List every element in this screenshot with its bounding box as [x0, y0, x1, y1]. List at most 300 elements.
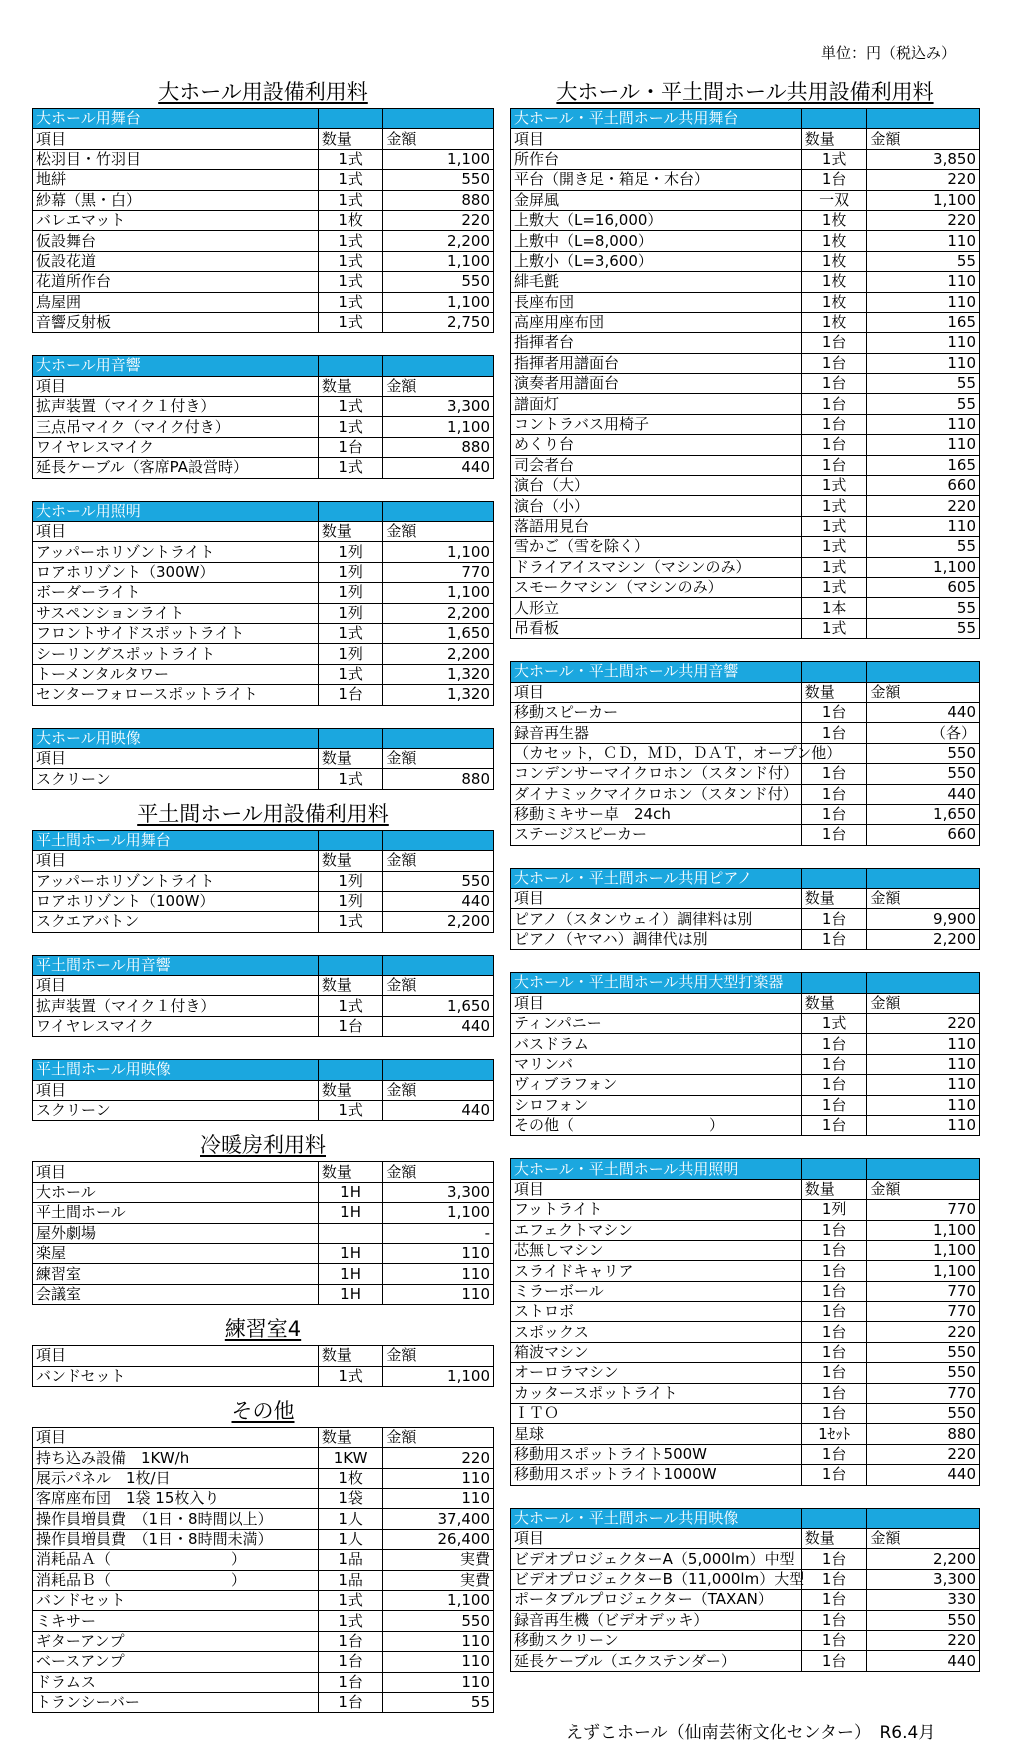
item-name: ボーダーライト — [33, 583, 319, 603]
table-category-row — [33, 356, 494, 376]
item-price: 550 — [867, 743, 980, 763]
item-qty: 1式 — [318, 996, 383, 1016]
table-row — [511, 455, 980, 475]
item-name: 松羽目・竹羽目 — [33, 149, 319, 169]
item-name: ワイヤレスマイク — [33, 1016, 319, 1036]
col-header-item: 項目 — [33, 1346, 319, 1366]
section-gap — [32, 479, 494, 501]
item-qty: 1列 — [318, 542, 383, 562]
item-name: 移動スピーカー — [511, 702, 802, 722]
item-qty: 1式 — [318, 1591, 383, 1611]
item-price: 1,650 — [383, 996, 494, 1016]
item-name: ティンパニー — [511, 1014, 802, 1034]
table-header-row — [511, 682, 980, 702]
col-header-price: 金額 — [383, 976, 494, 996]
table-row — [511, 1569, 980, 1589]
table-row — [33, 871, 494, 891]
item-name: ステージスピーカー — [511, 825, 802, 845]
item-price: 9,900 — [867, 909, 980, 929]
item-qty: 1列 — [801, 1200, 867, 1220]
table-header-row — [33, 376, 494, 396]
section-gap — [32, 790, 494, 800]
item-name: 屋外劇場 — [33, 1223, 319, 1243]
col-header-price: 金額 — [383, 748, 494, 768]
item-name: フロントサイドスポットライト — [33, 623, 319, 643]
item-price: 110 — [867, 516, 980, 536]
table-row — [511, 1014, 980, 1034]
table-row — [511, 394, 980, 414]
item-price: 110 — [867, 231, 980, 251]
section-title — [32, 800, 494, 830]
item-name: バスドラム — [511, 1034, 802, 1054]
item-name: 譜面灯 — [511, 394, 802, 414]
table-row — [33, 996, 494, 1016]
table-category-blank — [318, 109, 383, 129]
item-qty: 1式 — [318, 272, 383, 292]
item-qty: 1式 — [318, 458, 383, 478]
table-row — [33, 1264, 494, 1284]
item-name: 上敷小（L=3,600） — [511, 251, 802, 271]
col-header-item: 項目 — [33, 1080, 319, 1100]
item-name: 星球 — [511, 1424, 802, 1444]
item-price: 2,200 — [383, 231, 494, 251]
table-row — [511, 618, 980, 638]
item-name: 展示パネル 1枚/日 — [33, 1468, 319, 1488]
table-row — [511, 784, 980, 804]
item-qty: 1列 — [318, 603, 383, 623]
table-category-blank — [801, 109, 867, 129]
table-row — [33, 1366, 494, 1386]
table-row — [33, 190, 494, 210]
item-price: 770 — [867, 1383, 980, 1403]
table-row — [511, 1054, 980, 1074]
fee-table — [510, 868, 980, 951]
item-qty: 1人 — [318, 1529, 383, 1549]
item-name: 箱波マシン — [511, 1342, 802, 1362]
table-row — [33, 397, 494, 417]
table-row — [511, 1075, 980, 1095]
item-price: 3,850 — [867, 149, 980, 169]
section-title-text: その他 — [231, 1398, 295, 1423]
fee-table — [32, 830, 494, 933]
item-qty: 1式 — [318, 1101, 383, 1121]
item-qty: 1台 — [801, 353, 867, 373]
item-name: コントラバス用椅子 — [511, 414, 802, 434]
item-qty: 1台 — [801, 414, 867, 434]
item-price: 55 — [867, 598, 980, 618]
item-qty: 1式 — [318, 769, 383, 789]
table-row — [33, 251, 494, 271]
item-name: 移動ミキサー卓 24ch — [511, 804, 802, 824]
item-price: 220 — [867, 1444, 980, 1464]
item-qty: 1台 — [801, 1302, 867, 1322]
unit-note: 単位：円（税込み） — [820, 44, 956, 62]
col-header-item: 項目 — [33, 129, 319, 149]
item-qty: 1品 — [318, 1570, 383, 1590]
table-row — [511, 190, 980, 210]
item-price: 550 — [383, 170, 494, 190]
table-row — [511, 1549, 980, 1569]
item-qty: 1H — [318, 1264, 383, 1284]
item-qty: 1列 — [318, 644, 383, 664]
item-price: 37,400 — [383, 1509, 494, 1529]
col-header-qty: 数量 — [318, 376, 383, 396]
item-price: 55 — [867, 251, 980, 271]
table-row — [511, 1424, 980, 1444]
table-row — [511, 1444, 980, 1464]
col-header-price: 金額 — [383, 1080, 494, 1100]
table-category-blank — [867, 109, 980, 129]
table-category-row — [33, 1060, 494, 1080]
section-gap — [510, 950, 980, 972]
table-row — [511, 1651, 980, 1671]
item-qty: 1式 — [801, 476, 867, 496]
item-price: 110 — [867, 292, 980, 312]
section-gap — [32, 933, 494, 955]
item-name: 操作員増員費 （1日・8時間未満） — [33, 1529, 319, 1549]
item-price: - — [383, 1223, 494, 1243]
fee-table — [32, 501, 494, 706]
item-price: 440 — [867, 1465, 980, 1485]
col-header-item: 項目 — [511, 682, 802, 702]
item-name: バンドセット — [33, 1591, 319, 1611]
item-qty: 1式 — [318, 417, 383, 437]
item-name: アッパーホリゾントライト — [33, 542, 319, 562]
item-qty: 1式 — [318, 149, 383, 169]
item-price: 110 — [867, 1034, 980, 1054]
table-category-row — [33, 955, 494, 975]
item-qty: 1台 — [801, 1590, 867, 1610]
fee-table — [510, 108, 980, 639]
item-qty: 1台 — [801, 1034, 867, 1054]
table-header-row — [33, 1427, 494, 1447]
col-header-item: 項目 — [33, 748, 319, 768]
table-row — [33, 1693, 494, 1713]
item-qty: 1人 — [318, 1509, 383, 1529]
item-price: 220 — [867, 1014, 980, 1034]
item-qty: 1台 — [801, 374, 867, 394]
table-row — [33, 1652, 494, 1672]
section-gap — [32, 1037, 494, 1059]
table-category: 平土間ホール用音響 — [33, 955, 319, 975]
item-qty: 1H — [318, 1243, 383, 1263]
item-price: 1,100 — [867, 1261, 980, 1281]
table-row — [511, 149, 980, 169]
section-title-text: 練習室4 — [224, 1317, 302, 1342]
item-price: 880 — [383, 437, 494, 457]
table-row — [511, 909, 980, 929]
item-price: 110 — [383, 1631, 494, 1651]
item-price: 110 — [867, 1095, 980, 1115]
table-row — [511, 825, 980, 845]
item-qty: 1台 — [801, 825, 867, 845]
item-qty: 1台 — [801, 723, 867, 743]
item-price: 770 — [867, 1200, 980, 1220]
item-qty: 1台 — [801, 435, 867, 455]
col-header-price: 金額 — [383, 522, 494, 542]
table-header-row — [511, 1179, 980, 1199]
item-price: 220 — [867, 170, 980, 190]
table-row — [33, 1243, 494, 1263]
item-qty: 1式 — [801, 496, 867, 516]
item-name: 移動用スポットライト500W — [511, 1444, 802, 1464]
item-price: 440 — [383, 1016, 494, 1036]
item-qty: 1台 — [801, 764, 867, 784]
item-qty: 1H — [318, 1284, 383, 1304]
col-header-item: 項目 — [33, 1162, 319, 1182]
table-category-blank — [383, 955, 494, 975]
section-title — [32, 1131, 494, 1161]
item-name: ヴィブラフォン — [511, 1075, 802, 1095]
table-header-row — [33, 976, 494, 996]
item-qty: 1列 — [318, 891, 383, 911]
table-category-row — [33, 728, 494, 748]
item-name: ギターアンプ — [33, 1631, 319, 1651]
item-qty: 1ｾｯﾄ — [801, 1424, 867, 1444]
col-header-qty: 数量 — [318, 976, 383, 996]
table-category-blank — [801, 662, 867, 682]
table-category-blank — [867, 868, 980, 888]
section-gap — [32, 333, 494, 355]
item-price: 550 — [383, 871, 494, 891]
table-header-row — [33, 748, 494, 768]
table-category-row — [511, 973, 980, 993]
table-category-blank — [867, 662, 980, 682]
item-name: 地絣 — [33, 170, 319, 190]
section-gap — [32, 1387, 494, 1397]
item-name: 移動スクリーン — [511, 1630, 802, 1650]
section-gap — [32, 1305, 494, 1315]
item-name: 持ち込み設備 1KW/h — [33, 1448, 319, 1468]
table-category-row — [33, 109, 494, 129]
left-column — [32, 78, 494, 1713]
table-row — [33, 542, 494, 562]
item-price: 1,100 — [383, 1366, 494, 1386]
item-qty: 1枚 — [318, 210, 383, 230]
table-category: 大ホール用舞台 — [33, 109, 319, 129]
item-qty: 1枚 — [801, 231, 867, 251]
item-price: 1,100 — [383, 1591, 494, 1611]
table-row — [511, 333, 980, 353]
item-name: 所作台 — [511, 149, 802, 169]
item-qty: 1枚 — [801, 272, 867, 292]
section-title — [510, 78, 980, 108]
table-row — [511, 1115, 980, 1135]
item-price: 55 — [383, 1693, 494, 1713]
section-title-text: 大ホール・平土間ホール共用設備利用料 — [556, 80, 934, 104]
item-price: 330 — [867, 1590, 980, 1610]
item-name: オーロラマシン — [511, 1363, 802, 1383]
table-category-blank — [318, 955, 383, 975]
item-qty: 1台 — [801, 394, 867, 414]
table-row — [511, 1261, 980, 1281]
item-name: マリンバ — [511, 1054, 802, 1074]
item-qty: 1式 — [318, 1366, 383, 1386]
item-qty: 1列 — [318, 562, 383, 582]
item-price: 2,200 — [383, 912, 494, 932]
item-qty: 1台 — [801, 909, 867, 929]
fee-table — [32, 955, 494, 1038]
table-category-blank — [867, 973, 980, 993]
table-category: 大ホール用音響 — [33, 356, 319, 376]
table-category: 大ホール用照明 — [33, 501, 319, 521]
col-header-price: 金額 — [383, 1346, 494, 1366]
item-price: 1,100 — [383, 542, 494, 562]
col-header-qty: 数量 — [801, 889, 867, 909]
item-qty: 1台 — [801, 1630, 867, 1650]
fee-table — [32, 108, 494, 333]
table-row — [511, 210, 980, 230]
item-price: 1,100 — [383, 1203, 494, 1223]
item-price: 440 — [383, 458, 494, 478]
item-price: 220 — [867, 210, 980, 230]
item-name: ロアホリゾント（100W） — [33, 891, 319, 911]
table-row — [511, 1240, 980, 1260]
table-row — [33, 149, 494, 169]
table-row — [511, 1034, 980, 1054]
table-row — [33, 1448, 494, 1468]
item-name: 鳥屋囲 — [33, 292, 319, 312]
table-header-row — [511, 993, 980, 1013]
item-price: 440 — [867, 1651, 980, 1671]
item-name: ドラムス — [33, 1672, 319, 1692]
item-name: 高座用座布団 — [511, 312, 802, 332]
item-name: 拡声装置（マイク１付き） — [33, 996, 319, 1016]
table-row — [511, 516, 980, 536]
table-row — [33, 1284, 494, 1304]
item-qty: 1台 — [318, 1693, 383, 1713]
item-name: 消耗品Ａ（ ） — [33, 1550, 319, 1570]
item-name: （カセット，ＣＤ，ＭＤ，ＤＡＴ，オープン他） — [511, 743, 802, 763]
table-row — [511, 435, 980, 455]
table-row — [33, 210, 494, 230]
item-price: 1,100 — [867, 1220, 980, 1240]
table-row — [33, 912, 494, 932]
item-qty: 1式 — [801, 516, 867, 536]
item-name: 延長ケーブル（エクステンダー） — [511, 1651, 802, 1671]
col-header-qty: 数量 — [318, 851, 383, 871]
item-price: 220 — [867, 496, 980, 516]
item-price: 55 — [867, 537, 980, 557]
item-name: トランシーバー — [33, 1693, 319, 1713]
table-row — [33, 1182, 494, 1202]
item-price: 26,400 — [383, 1529, 494, 1549]
table-row — [511, 1200, 980, 1220]
item-qty: 1台 — [801, 1363, 867, 1383]
item-price: 2,750 — [383, 312, 494, 332]
table-category-blank — [383, 830, 494, 850]
item-price: 880 — [383, 769, 494, 789]
item-name: ビデオプロジェクターA（5,000lm）中型 — [511, 1549, 802, 1569]
table-row — [33, 1550, 494, 1570]
item-name: スモークマシン（マシンのみ） — [511, 577, 802, 597]
table-category: 大ホール・平土間ホール共用舞台 — [511, 109, 802, 129]
item-price: 1,100 — [383, 149, 494, 169]
item-qty: 1式 — [318, 397, 383, 417]
table-category-blank — [318, 356, 383, 376]
item-qty: 1式 — [801, 618, 867, 638]
section-gap — [510, 846, 980, 868]
item-qty: 1台 — [801, 784, 867, 804]
item-name: 長座布団 — [511, 292, 802, 312]
table-header-row — [33, 851, 494, 871]
fee-table — [32, 728, 494, 790]
item-name: シロフォン — [511, 1095, 802, 1115]
item-price: 550 — [867, 1404, 980, 1424]
item-price: 110 — [383, 1652, 494, 1672]
item-qty: 1台 — [318, 1672, 383, 1692]
item-qty: 1本 — [801, 598, 867, 618]
item-qty: 1台 — [318, 1016, 383, 1036]
item-price: 660 — [867, 476, 980, 496]
item-price: 165 — [867, 455, 980, 475]
section-title — [32, 78, 494, 108]
table-row — [33, 1203, 494, 1223]
item-name: 録音再生器 — [511, 723, 802, 743]
table-row — [511, 537, 980, 557]
item-qty: 1H — [318, 1182, 383, 1202]
item-qty: 1式 — [318, 292, 383, 312]
item-qty: 1H — [318, 1203, 383, 1223]
table-header-row — [511, 889, 980, 909]
item-qty: 1枚 — [801, 210, 867, 230]
item-price: 220 — [867, 1322, 980, 1342]
item-price: （各） — [867, 723, 980, 743]
col-header-price: 金額 — [383, 1162, 494, 1182]
item-price: 550 — [383, 272, 494, 292]
col-header-item: 項目 — [511, 1529, 802, 1549]
item-qty: 1台 — [801, 1095, 867, 1115]
item-qty: 1台 — [801, 1342, 867, 1362]
table-row — [33, 1016, 494, 1036]
item-qty: 1式 — [801, 557, 867, 577]
item-name: ダイナミックマイクロホン（スタンド付） — [511, 784, 802, 804]
item-qty: 1式 — [318, 170, 383, 190]
item-price: 220 — [867, 1630, 980, 1650]
table-row — [33, 664, 494, 684]
col-header-price: 金額 — [383, 851, 494, 871]
item-qty: 1列 — [318, 583, 383, 603]
table-row — [33, 1468, 494, 1488]
table-row — [33, 231, 494, 251]
item-name: スライドキャリア — [511, 1261, 802, 1281]
item-name: 司会者台 — [511, 455, 802, 475]
table-row — [33, 1101, 494, 1121]
item-price: 110 — [383, 1243, 494, 1263]
item-name: 客席座布団 1袋 15枚入り — [33, 1489, 319, 1509]
table-category-row — [33, 830, 494, 850]
item-qty: 1台 — [801, 929, 867, 949]
item-qty: 1枚 — [318, 1468, 383, 1488]
item-price: 3,300 — [867, 1569, 980, 1589]
item-name: 人形立 — [511, 598, 802, 618]
table-category: 大ホール・平土間ホール共用ピアノ — [511, 868, 802, 888]
table-row — [511, 1342, 980, 1362]
col-header-qty: 数量 — [801, 993, 867, 1013]
section-gap — [32, 706, 494, 728]
table-category-row — [511, 662, 980, 682]
item-price: 1,100 — [867, 190, 980, 210]
table-category: 平土間ホール用映像 — [33, 1060, 319, 1080]
item-name: コンデンサーマイクロホン（スタンド付） — [511, 764, 802, 784]
item-price: 2,200 — [383, 644, 494, 664]
col-header-item: 項目 — [511, 1179, 802, 1199]
table-row — [33, 458, 494, 478]
table-row — [511, 476, 980, 496]
table-category-row — [511, 109, 980, 129]
table-category-row — [511, 1508, 980, 1528]
table-header-row — [511, 1529, 980, 1549]
